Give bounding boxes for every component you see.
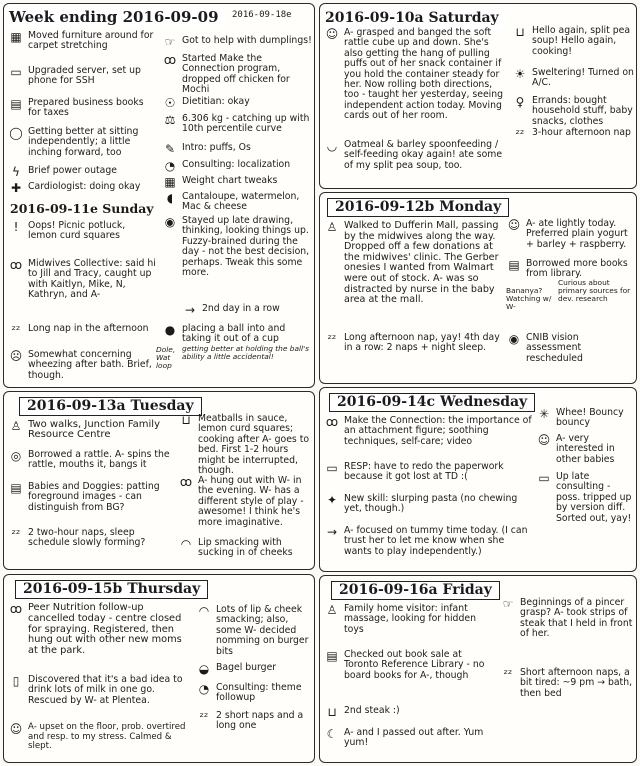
people-icon: ꝏ <box>9 258 23 272</box>
book-icon: ▤ <box>10 481 22 495</box>
week-item: ◔ Consulting: localization <box>162 160 312 172</box>
fruit-icon: ◖ <box>166 191 174 205</box>
dietitian-icon: ☉ <box>164 96 176 110</box>
wednesday-item: ꝏ Make the Connection: the importance of an attachment figure; soothing techniques, self-care; video <box>325 415 532 447</box>
eye-icon: ◉ <box>508 332 520 346</box>
visitor-icon: ♙ <box>326 603 338 617</box>
saturday-item: ☺ A- grasped and banged the soft rattle cube up and down. She's also getting the hang of pulling puffs out of her snack container if you hold the container steady for her. Now rolling both directions, too - taught her yesterday, seeing independent action today. Moving cards out of her room. <box>325 27 504 122</box>
consulting-icon: ◔ <box>164 159 176 173</box>
sleeping-icon: ☾ <box>326 727 338 741</box>
week-item: ◉ Stayed up late drawing, thinking, looking things up. Fuzzy-brained during the day - not the best decision, perhaps. Tweak this some more. <box>162 216 312 278</box>
week-item: ▦ Weight chart tweaks <box>162 176 312 188</box>
people-icon: ꝏ <box>9 602 23 616</box>
thursday-item: ꝏ Peer Nutrition follow-up cancelled today - centre closed for spraying. Registered, then hung out with other new moms at the park. <box>9 602 182 657</box>
steak-icon: ⊔ <box>327 705 337 719</box>
tuesday-title: 2016-09-13a Tuesday <box>19 397 202 416</box>
rattle-icon: ◎ <box>10 449 22 463</box>
week-item: ⚖ 6.306 kg - catching up with 10th percentile curve <box>162 114 312 135</box>
intro-icon: ✎ <box>164 142 176 156</box>
sunday-title: 2016-09-11e Sunday <box>10 201 154 216</box>
bouncy-icon: ✳ <box>538 407 550 421</box>
book-icon: ▤ <box>10 97 22 111</box>
bowl-icon: ◡ <box>326 139 338 153</box>
friday-item: ▤ Checked out book sale at Toronto Reference Library - no board books for A-, though <box>324 650 496 681</box>
tuesday-item: ꝏ A- hung out with W- in the evening. W- has a different style of play - awesome! I think he's more imaginative. <box>179 475 304 528</box>
week-item: ▭ Upgraded server, set up phone for SSH <box>8 66 156 87</box>
week-stamp: 2016-09-18e <box>232 10 292 20</box>
thursday-item: ☺ A- upset on the floor, prob. overtired and resp. to my stress. Calmed & slept. <box>9 722 186 752</box>
saturday-panel <box>319 3 637 189</box>
errands-icon: ♀ <box>515 95 525 109</box>
tuesday-item: ▤ Babies and Doggies: patting foreground images - can distinguish from BG? <box>8 482 176 513</box>
monday-title: 2016-09-12b Monday <box>327 198 509 217</box>
wednesday-item: ✳ Whee! Bouncy bouncy <box>536 408 634 429</box>
tuesday-item: ⊔ Meatballs in sauce, lemon curd squares; cooking after A- goes to bed. First 1-2 hours might be interrupted, though. <box>178 414 312 476</box>
saturday-title: 2016-09-10a Saturday <box>325 10 506 29</box>
laptop-icon: ▭ <box>538 471 550 485</box>
pointing-hand-icon: ☞ <box>164 35 176 49</box>
tuesday-panel <box>3 391 315 570</box>
friday-panel <box>319 575 637 763</box>
wednesday-item: → A- focused on tummy time today. (I can trust her to let me know when she wants to play independently.) <box>324 526 532 557</box>
thursday-item: ◔ Consulting: theme followup <box>196 683 312 704</box>
tuesday-item: ◠ Lip smacking with sucking in of cheeks <box>178 538 312 559</box>
sunday-item: ᶻᶻ Long nap in the afternoon <box>8 324 158 336</box>
scale-icon: ⚖ <box>164 113 176 127</box>
week-panel <box>3 3 315 388</box>
week-item: ꝏ Started Make the Connection program, dropped off chicken for Mochi <box>163 53 290 96</box>
saturday-item: ◡ Oatmeal & barley spoonfeeding / self-feeding okay again! ate some of my split pea soup, too. <box>324 140 510 171</box>
week-item: ✎ Intro: puffs, Os <box>162 143 312 155</box>
lips-icon: ◠ <box>180 537 192 551</box>
chart-icon: ▦ <box>164 175 176 189</box>
tuesday-item: ♙ Two walks, Junction Family Resource Centre <box>8 420 176 441</box>
wednesday-title: 2016-09-14c Wednesday <box>329 393 535 412</box>
saturday-item: ♀ Errands: bought household stuff, baby snacks, clothes <box>512 96 634 127</box>
monday-item: ☺ A- ate lightly today. Preferred plain yogurt + barley + raspberry. <box>507 218 628 250</box>
sleep-icon: ᶻᶻ <box>515 127 525 141</box>
worried-face-icon: ☹ <box>9 349 23 363</box>
pot-icon: ⊔ <box>181 413 191 427</box>
monitor-icon: ▭ <box>10 65 22 79</box>
burger-icon: ◒ <box>198 662 210 676</box>
exclaim-icon: ! <box>13 220 19 234</box>
sleep-icon: ᶻᶻ <box>327 332 337 346</box>
eye-icon: ◉ <box>164 215 176 229</box>
lightning-icon: ϟ <box>12 165 20 179</box>
smile-icon: ☺ <box>507 218 521 232</box>
week-item: ϟ Brief power outage <box>8 166 156 178</box>
hmm-icon: ◯ <box>9 126 23 140</box>
people-icon: ꝏ <box>325 415 339 429</box>
plus-icon: ✚ <box>10 181 22 195</box>
sleep-icon: ᶻᶻ <box>503 667 513 681</box>
box-icon: ▦ <box>10 30 22 44</box>
week-item: ◯ Getting better at sitting independently; a little inching forward, too <box>9 126 139 158</box>
sunday-item: ꝏ Midwives Collective: said hi to Jill and Tracy, caught up with Kaitlyn, Mike, N, Kathryn, and A- <box>9 258 156 301</box>
week-item: ☞ Got to help with dumplings! <box>162 36 312 48</box>
milk-icon: ▯ <box>12 674 20 688</box>
wednesday-item: ✦ New skill: slurping pasta (no chewing yet, though.) <box>324 494 532 515</box>
banana-note: Bananya? Watching w/ W- <box>506 286 552 311</box>
monday-item <box>506 287 560 311</box>
baby-icon: ☺ <box>9 722 23 736</box>
hand-icon: ☞ <box>502 597 514 611</box>
thursday-title: 2016-09-15b Thursday <box>15 580 208 599</box>
walking-icon: ♙ <box>10 419 22 433</box>
week-item: → 2nd day in a row <box>182 304 312 316</box>
sleep-icon: ᶻᶻ <box>11 527 21 541</box>
research-note: Curious about primary sources for dev. research <box>558 278 631 303</box>
book-sale-icon: ▤ <box>326 649 338 663</box>
thursday-panel <box>3 574 315 763</box>
friday-item: ᶻᶻ Short afternoon naps, a bit tired: ~9 pm → bath, then bed <box>500 668 634 699</box>
sleep-icon: ᶻᶻ <box>11 323 21 337</box>
friday-title: 2016-09-16a Friday <box>331 581 500 600</box>
friday-item: ⊔ 2nd steak :) <box>324 706 496 718</box>
week-title: Week ending 2016-09-09 <box>9 9 226 28</box>
resp-icon: ▭ <box>326 461 338 475</box>
baby-icon: ☺ <box>325 27 339 41</box>
friday-item: ☾ A- and I passed out after. Yum yum! <box>324 728 496 749</box>
monday-item: ▤ Borrowed more books from library. <box>506 259 634 280</box>
week-item: ▤ Prepared business books for taxes <box>8 98 156 119</box>
people-icon: ꝏ <box>179 475 193 489</box>
wednesday-item: ▭ Up late consulting - poss. tripped up by version diff. Sorted out, yay! <box>536 472 634 524</box>
monday-item: ♙ Walked to Dufferin Mall, passing by the midwives along the way. Dropped off a few donations at the midwives' clinic. The Gerber onesies I wanted from Walmart were out of stock. A- was so distracted by nurse in the baby area at the mall. <box>324 221 502 306</box>
week-item: ☉ Dietitian: okay <box>162 97 312 109</box>
lips-icon: ◠ <box>198 604 210 618</box>
week-item: ◖ Cantaloupe, watermelon, Mac & cheese <box>162 192 312 213</box>
saturday-item: ☀ Sweltering! Turned on A/C. <box>512 68 634 89</box>
monday-item <box>558 279 634 303</box>
thursday-item: ◒ Bagel burger <box>196 663 312 675</box>
tuesday-item: ᶻᶻ 2 two-hour naps, sleep schedule slowly forming? <box>8 528 176 549</box>
arrow-icon: → <box>184 303 196 317</box>
saturday-item: ⊔ Hello again, split pea soup! Hello again, cooking! <box>512 26 634 57</box>
ball-icon: ● <box>164 323 176 337</box>
wednesday-panel <box>319 387 637 572</box>
saturday-item: ᶻᶻ 3-hour afternoon nap <box>512 128 634 140</box>
walking-icon: ♙ <box>326 220 338 234</box>
sparkle-icon: ✦ <box>326 493 338 507</box>
sunday-item: ! Oops! Picnic potluck, lemon curd squares <box>8 221 156 242</box>
heat-icon: ☀ <box>514 67 526 81</box>
pot-icon: ⊔ <box>515 25 525 39</box>
sleep-icon: ᶻᶻ <box>199 710 209 724</box>
thursday-item: ▯ Discovered that it's a bad idea to drink lots of milk in one go. Rescued by W- at Plentea. <box>8 675 186 706</box>
sunday-item: ☹ Somewhat concerning wheezing after bath. Brief, though. <box>9 349 152 381</box>
monday-item: ᶻᶻ Long afternoon nap, yay! 4th day in a row: 2 naps + night sleep. <box>324 333 502 354</box>
ball-label: Dole, Wat loop <box>156 345 176 370</box>
thursday-item: ᶻᶻ 2 short naps and a long one <box>196 711 312 732</box>
wednesday-item: ▭ RESP: have to redo the paperwork because it got lost at TD :( <box>324 462 532 483</box>
baby-icon: ☺ <box>537 433 551 447</box>
thursday-item: ◠ Lots of lip & cheek smacking; also, some W- decided nomming on burger bits <box>196 605 312 657</box>
consulting-icon: ◔ <box>198 682 210 696</box>
tuesday-item: ◎ Borrowed a rattle. A- spins the rattle, mouths it, bangs it <box>8 450 176 471</box>
week-item: ● placing a ball into and taking it out of a cup getting better at holding the ball's ability a little accidental! <box>162 324 312 361</box>
arrow-icon: → <box>326 525 338 539</box>
people-icon: ꝏ <box>163 53 177 67</box>
friday-item: ♙ Family home visitor: infant massage, looking for hidden toys <box>324 604 496 635</box>
books-icon: ▤ <box>508 258 520 272</box>
week-item: ✚ Cardiologist: doing okay <box>8 182 156 194</box>
monday-item: ◉ CNIB vision assessment rescheduled <box>506 333 634 364</box>
friday-item: ☞ Beginnings of a pincer grasp? A- took strips of steak that I held in front of her. <box>500 598 634 640</box>
monday-panel <box>319 192 637 384</box>
week-item: ▦ Moved furniture around for carpet stretching <box>8 31 156 52</box>
wednesday-item: ☺ A- very interested in other babies <box>537 433 615 465</box>
